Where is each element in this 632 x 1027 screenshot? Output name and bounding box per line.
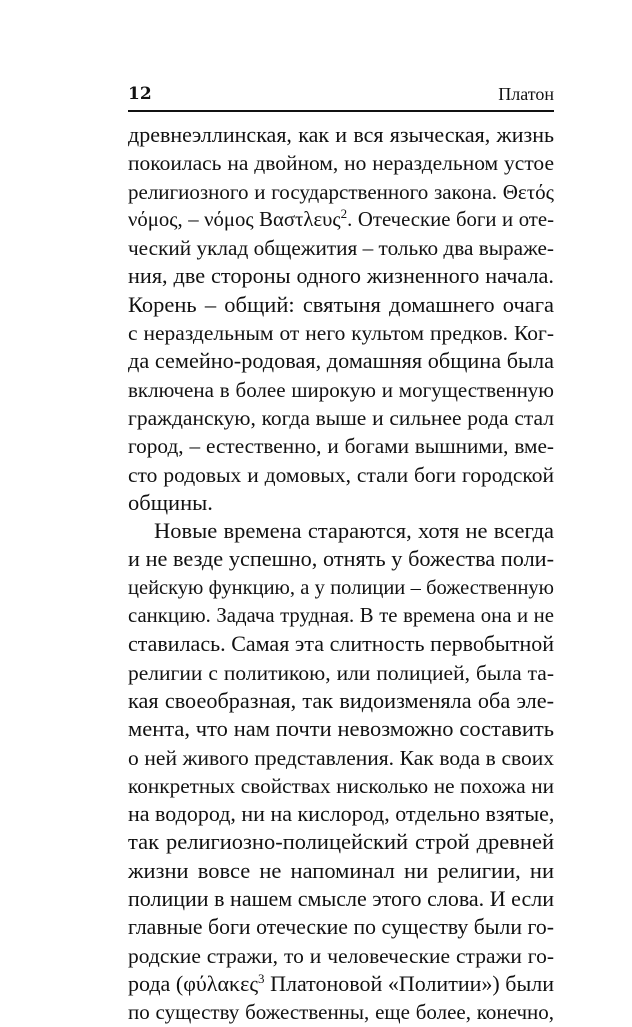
text-line: общины.	[128, 489, 213, 515]
text-line: родские стражи, то и человеческие стражи го-	[128, 943, 554, 968]
text-line: на водород, ни на кислород, отдельно взятые,	[128, 801, 555, 827]
text-line: религиозного и государственного закона. Θετός	[128, 179, 554, 204]
greek-phrase: νόμος, – νόμος Βαστλευς	[128, 208, 341, 231]
text-line: Корень – общий: святыня домашнего очага	[128, 291, 554, 317]
text-line: о ней живого представления. Как вода в своих	[128, 745, 554, 770]
text-line: древнеэллинская, как и вся языческая, жизнь	[128, 122, 554, 147]
text-line: гражданскую, когда выше и сильнее рода стал	[128, 405, 554, 430]
text-line: и не везде успешно, отнять у божества поли-	[128, 546, 554, 572]
text-line: мента, что нам почти невозможно составить	[128, 716, 554, 742]
text-line: ния, две стороны одного жизненного начала.	[128, 263, 554, 289]
text-line: так религиозно-полицейский строй древней	[128, 829, 554, 855]
text-line: кая своеобразная, так видоизменяла оба эле-	[128, 687, 554, 713]
text-line	[128, 206, 554, 234]
text-line: цейскую функцию, а у полиции – божественную	[128, 576, 554, 599]
text-line: сто родовых и домовых, стали боги городской	[128, 462, 554, 487]
footnote-mark: 3	[258, 970, 265, 986]
text-line: конкретных свойствах нисколько не похожа ни	[128, 773, 554, 798]
text-line: ческий уклад общежития – только два выраже-	[128, 236, 554, 261]
line-continuation: . Отеческие боги и оте-	[347, 208, 554, 231]
body-text	[128, 121, 554, 1027]
line-continuation: Платоновой «Политии») были	[264, 970, 554, 996]
running-title: Платон	[498, 84, 554, 104]
text-line: город, – естественно, и богами вышними, вме-	[128, 434, 554, 459]
text-line: ставилась. Самая эта слитность первобытной	[128, 631, 554, 657]
page-number: 12	[128, 84, 152, 104]
text-line: включена в более широкую и могущественную	[128, 377, 554, 402]
text-line: главные боги отеческие по существу были го-	[128, 915, 554, 940]
running-header	[128, 80, 554, 112]
text-line: полиции в нашем смысле этого слова. И если	[128, 886, 554, 912]
text-line: Новые времена стараются, хотя не всегда	[154, 518, 554, 544]
text-line: покоилась на двойном, но нераздельном устое	[128, 151, 554, 176]
text-line: да семейно-родовая, домашняя община была	[128, 348, 554, 374]
greek-word: рода (φύλακες	[128, 970, 259, 996]
text-line: религии с политикою, или полицией, была та-	[128, 660, 554, 685]
text-line: жизни вовсе не напоминал ни религии, ни	[128, 857, 554, 883]
text-line: с нераздельным от него культом предков. Ког-	[128, 321, 554, 346]
text-line: санкцию. Задача трудная. В те времена она и не	[128, 605, 554, 628]
text-line: по существу божественны, еще более, конечно,	[128, 1000, 554, 1025]
footnote-mark: 2	[340, 205, 348, 221]
text-line	[128, 970, 554, 998]
